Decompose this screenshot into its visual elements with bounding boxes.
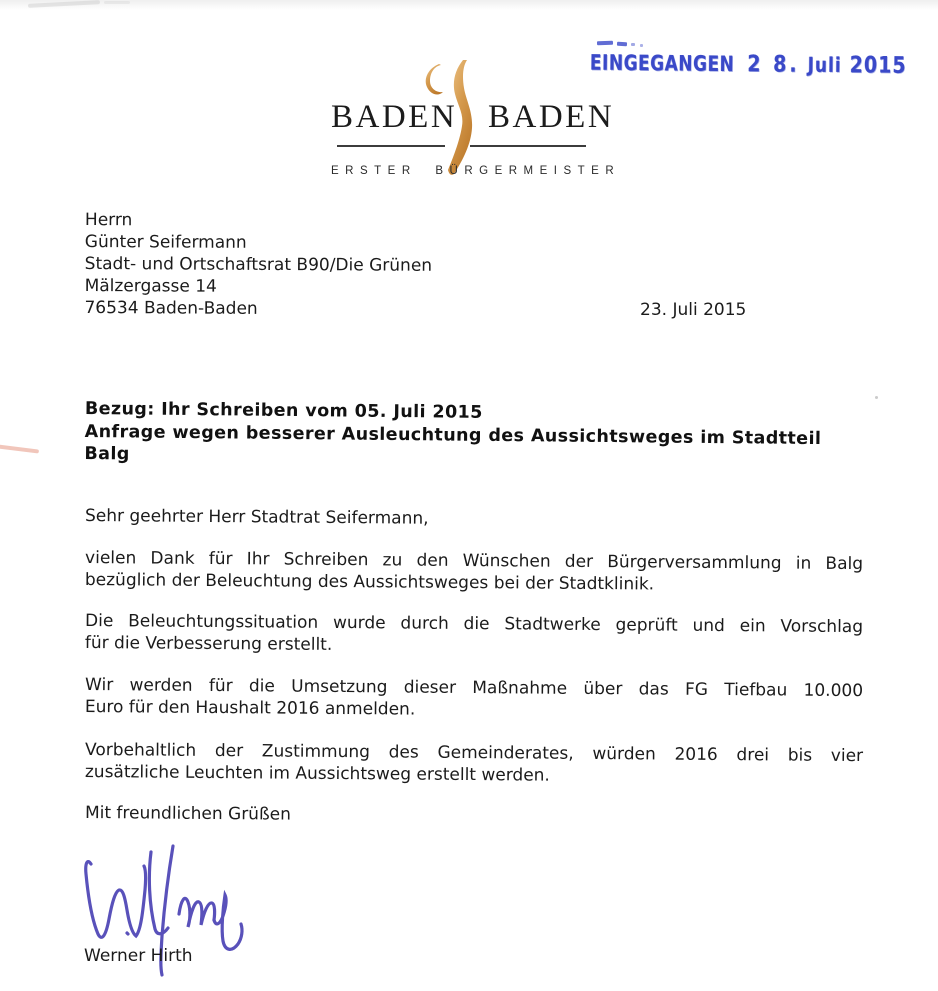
paragraph-line: zusätzliche Leuchten im Aussichtsweg erstellt werden.	[84, 761, 550, 786]
received-stamp	[589, 50, 907, 79]
paragraph-line: Wir werden für die Umsetzung dieser Maßnahme über das FG Tiefbau 10.000	[85, 675, 864, 702]
address-line: Herrn	[84, 209, 133, 231]
paragraph-line: bezüglich der Beleuchtung des Aussichtsweges bei der Stadtklinik.	[84, 569, 655, 595]
address-line: Günter Seifermann	[84, 231, 247, 253]
scan-smudge	[104, 1, 130, 4]
logo-flame-swirl-icon	[419, 56, 493, 178]
body-paragraph	[85, 610, 863, 660]
stamp-month: Juli	[807, 53, 842, 78]
stamp-partial-line	[631, 43, 635, 46]
logo-subtitle: ERSTER BÜRGERMEISTER	[331, 165, 621, 177]
stamp-word: EINGEGANGEN	[589, 50, 735, 78]
signer-name: Werner Hirth	[84, 946, 193, 966]
body-paragraph	[85, 674, 863, 724]
paragraph-line: Die Beleuchtungssituation wurde durch die Stadtwerke geprüft und ein Vorschlag	[85, 611, 864, 638]
subject-line-2: Anfrage wegen besserer Ausleuchtung des Aussichtsweges im Stadtteil	[84, 421, 822, 449]
paragraph-line: Euro für den Haushalt 2016 anmelden.	[84, 696, 416, 720]
subject-block	[84, 398, 877, 473]
salutation: Sehr geehrter Herr Stadtrat Seifermann,	[84, 506, 429, 529]
paragraph-line: Vorbehaltlich der Zustimmung des Gemeinderates, würden 2016 drei bis vier	[85, 740, 864, 767]
scan-smudge	[28, 0, 100, 8]
stamp-day: 2 8.	[747, 50, 800, 78]
stamp-year: 2015	[849, 51, 907, 79]
logo-wordmark-left: BADEN	[331, 99, 458, 135]
paragraph-line: vielen Dank für Ihr Schreiben zu den Wünschen der Bürgerversammlung in Balg	[85, 548, 864, 575]
stamp-partial-line	[597, 41, 613, 46]
scan-artifact-red-mark	[0, 444, 39, 453]
subject-line-3: Balg	[84, 443, 130, 465]
address-line: Stadt- und Ortschaftsrat B90/Die Grünen	[84, 253, 433, 276]
closing-phrase: Mit freundlichen Grüßen	[84, 803, 292, 825]
paragraph-line: für die Verbesserung erstellt.	[84, 632, 333, 655]
stamp-partial-line	[640, 44, 643, 47]
letter-date: 23. Juli 2015	[640, 300, 747, 320]
body-paragraph	[85, 547, 863, 597]
logo-wordmark-right: BADEN	[488, 99, 615, 135]
stamp-partial-line	[617, 42, 627, 47]
address-line: Mälzergasse 14	[84, 275, 217, 297]
address-line: 76534 Baden-Baden	[84, 297, 258, 319]
recipient-address	[84, 209, 432, 321]
body-paragraph	[85, 739, 863, 789]
subject-line-1: Bezug: Ihr Schreiben vom 05. Juli 2015	[84, 398, 483, 423]
scan-speck	[875, 396, 878, 399]
